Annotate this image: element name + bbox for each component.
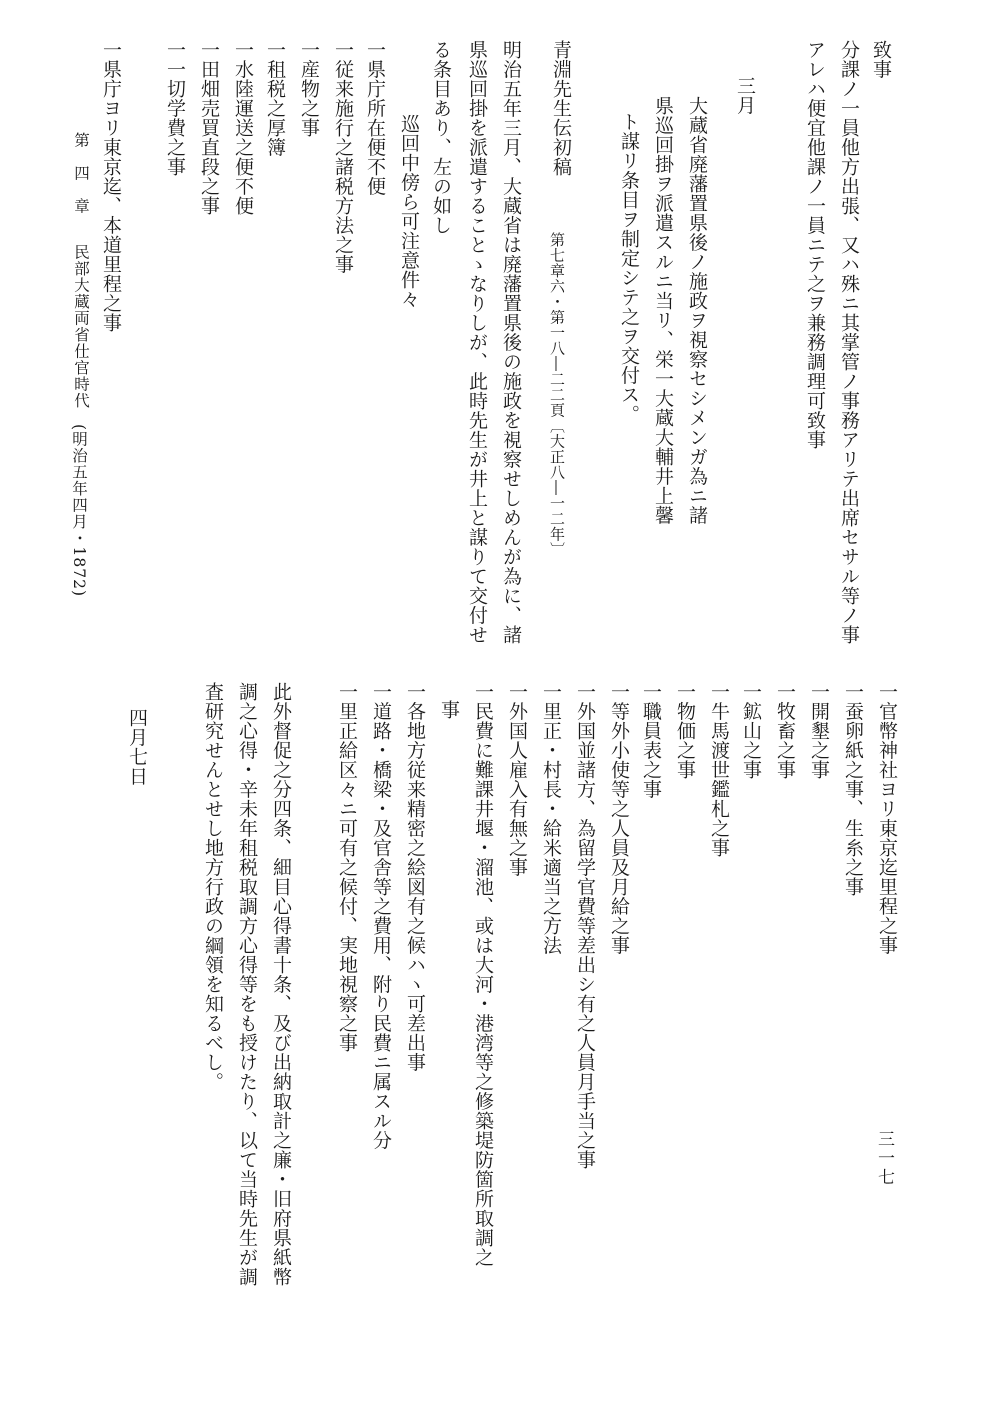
- list-item: 一従来施行之諸税方法之事: [332, 40, 354, 274]
- list-item: 一職員表之事: [640, 682, 662, 799]
- list-item: 一県庁所在便不便: [364, 40, 386, 196]
- list-item: 一牛馬渡世鑑札之事: [708, 682, 730, 858]
- list-item: 一道路・橋梁・及官舎等之費用、附り民費ニ属スル分: [370, 682, 392, 1150]
- closing-line-2: 調之心得・辛未年租税取調方心得等をも授けたり、以て当時先生が調: [236, 682, 258, 1287]
- list-heading: 巡回中傍ら可注意件々: [398, 114, 420, 309]
- summary-line-3: ト謀リ条目ヲ制定シテ之ヲ交付ス。: [618, 112, 640, 424]
- list-item: 一各地方従来精密之絵図有之候ハヽ可差出事: [404, 682, 426, 1072]
- body-line-2: 県巡回掛を派遣することゝなりしが、此時先生が井上と謀りて交付せ: [466, 40, 488, 645]
- source-title: 青淵先生伝初稿: [550, 40, 572, 177]
- list-item: 一県庁ヨリ東京迄、本道里程之事: [100, 40, 122, 333]
- list-item: 一田畑売買直段之事: [198, 40, 220, 216]
- list-item: 一一切学費之事: [164, 40, 186, 177]
- intro-line-3: アレハ便宜他課ノ一員ニテ之ヲ兼務調理可致事: [804, 40, 826, 450]
- running-head-era: (明治五年四月・1872): [70, 424, 88, 598]
- closing-line-3: 査研究せんとせし地方行政の綱領を知るべし。: [202, 682, 224, 1092]
- page-number: 三一七: [874, 1130, 894, 1187]
- running-head-chapter: 第 四 章: [72, 132, 90, 215]
- list-item: 一蚕卵紙之事、生糸之事: [842, 682, 864, 897]
- list-item: 一水陸運送之便不便: [232, 40, 254, 216]
- intro-line-2: 分課ノ一員他方出張、又ハ殊ニ其掌管ノ事務アリテ出席セサル等ノ事: [838, 40, 860, 645]
- list-item: 一牧畜之事: [774, 682, 796, 780]
- summary-line-2: 県巡回掛ヲ派遣スルニ当リ、栄一大蔵大輔井上馨: [652, 96, 674, 525]
- list-item: 一租税之厚簿: [264, 40, 286, 157]
- date-heading: 四月七日: [126, 708, 148, 786]
- list-item: 一里正・村長・給米適当之方法: [540, 682, 562, 955]
- body-line-1: 明治五年三月、大蔵省は廃藩置県後の施政を視察せしめんが為に、諸: [500, 40, 522, 645]
- summary-line-1: 大蔵省廃藩置県後ノ施政ヲ視察セシメンガ為ニ諸: [686, 96, 708, 525]
- list-item-continuation: 事: [438, 700, 460, 720]
- list-item: 一里正給区々ニ可有之候付、実地視察之事: [336, 682, 358, 1053]
- list-item: 一等外小使等之人員及月給之事: [608, 682, 630, 955]
- intro-line-1: 致事: [870, 40, 892, 79]
- body-line-3: る条目あり、左の如し: [430, 40, 452, 235]
- list-item: 一外国並諸方、為留学官費等差出シ有之人員月手当之事: [574, 682, 596, 1170]
- list-item: 一民費に難課井堰・溜池、或は大河・港湾等之修築堤防箇所取調之: [472, 682, 494, 1267]
- closing-line-1: 此外督促之分四条、細目心得書十条、及び出納取計之廉・旧府県紙幣: [270, 682, 292, 1287]
- running-head-title: 民部大蔵両省仕官時代: [72, 244, 90, 409]
- list-item: 一物価之事: [674, 682, 696, 780]
- source-reference: 第七章六・第一八―二二頁〔大正八―一二年〕: [548, 232, 566, 558]
- list-item: 一開墾之事: [808, 682, 830, 780]
- list-item: 一官幣神社ヨリ東京迄里程之事: [876, 682, 898, 955]
- list-item: 一鉱山之事: [740, 682, 762, 780]
- list-item: 一外国人雇入有無之事: [506, 682, 528, 877]
- list-item: 一産物之事: [298, 40, 320, 138]
- month-heading: 三月: [734, 76, 756, 115]
